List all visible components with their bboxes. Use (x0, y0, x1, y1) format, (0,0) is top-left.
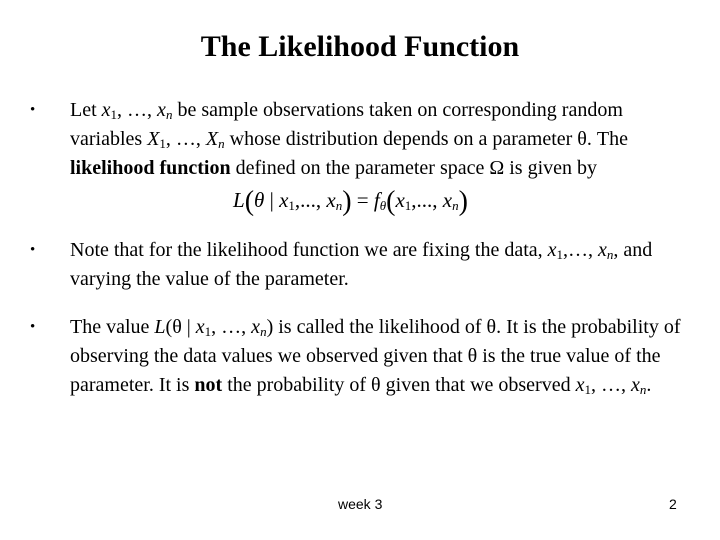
bold-term: likelihood function (70, 157, 231, 179)
bullet-likelihood-definition (30, 96, 700, 183)
bullet-text: The value L(θ | $x_1$, …, $x_n$) is called the likelihood of θ. It is the probability of observing the data values we observed given that θ is the true value of the parameter. It is not the probability of θ given that we observed $x_1$, …, $x_n$. (70, 316, 681, 397)
likelihood-formula: L(θ | $x_1$,..., $x_n) = f_\theta(x_1$,..., $x_n$) (233, 186, 468, 217)
footer-week: week 3 (338, 496, 383, 512)
page-number: 2 (669, 496, 677, 512)
bullet-icon: • (30, 102, 36, 118)
bullet-likelihood-value (30, 313, 700, 400)
bold-term: not (194, 374, 223, 396)
bullet-text: Let $x_1$, …, $x_n$ be sample observations taken on corresponding random variables $X_1$, …, $X_n$ whose distribution depends on a parameter θ. The likelihood function defined on the parameter space Ω is given by (70, 99, 628, 179)
bullet-icon: • (30, 242, 36, 258)
slide-title: The Likelihood Function (200, 30, 520, 63)
bullet-fixing-data (30, 236, 700, 294)
bullet-text: Note that for the likelihood function we are fixing the data, $x_1,\dots$, $x_n$, and varying the value of the parameter. (70, 239, 653, 290)
bullet-icon: • (30, 319, 36, 335)
